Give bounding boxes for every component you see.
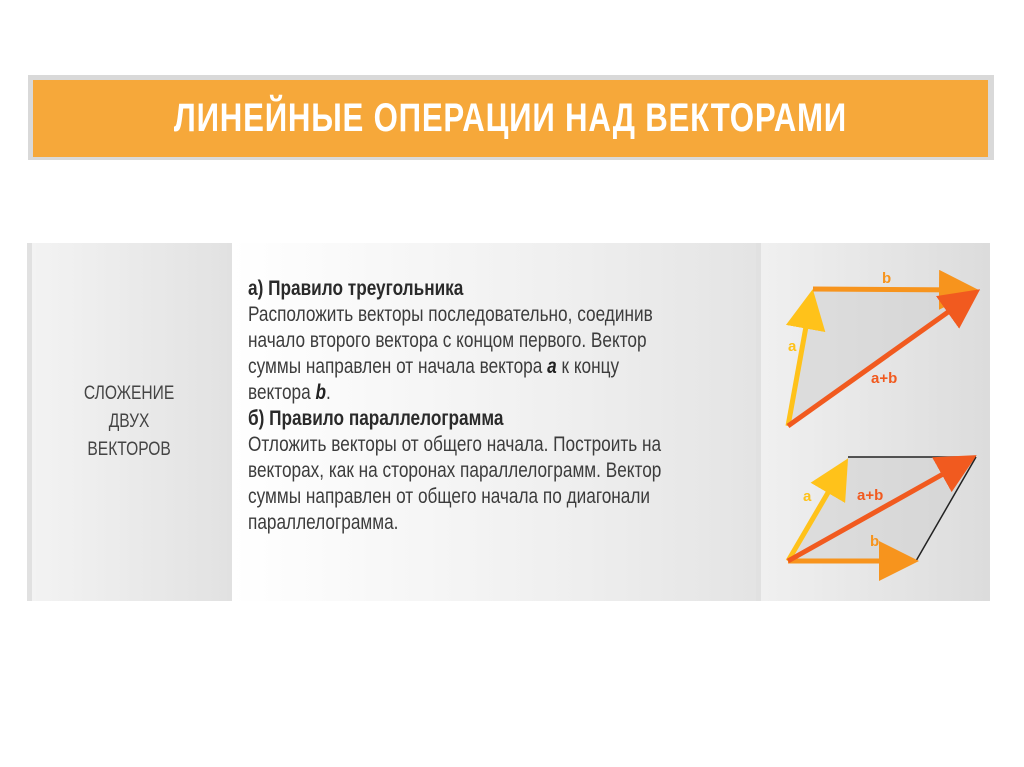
var-a: a [547, 355, 557, 378]
title-bar [33, 80, 988, 157]
rule-parallelogram-line: суммы направлен от общего начала по диагонали [248, 485, 651, 508]
rule-triangle-line: Расположить векторы последовательно, соединив [248, 303, 653, 326]
rule-parallelogram-line: параллелограмма. [248, 511, 399, 534]
rule-parallelogram-heading: б) Правило параллелограмма [248, 407, 504, 430]
rule-parallelogram-line: Отложить векторы от общего начала. Построить на [248, 433, 662, 456]
rules-cell [232, 243, 756, 601]
topic-label: СЛОЖЕНИЕ ДВУХ ВЕКТОРОВ [84, 383, 175, 460]
label-sum: a+b [871, 370, 898, 387]
diagram-cell [761, 243, 990, 601]
parallelogram-diagram [788, 457, 976, 561]
rule-parallelogram-line: векторах, как на сторонах параллелограмм. Вектор [248, 459, 662, 482]
rule-triangle-line: начало второго вектора с концом первого. Вектор [248, 329, 647, 352]
vector-diagrams [761, 243, 990, 601]
vector-b-arrow [813, 289, 969, 290]
label-a: a [803, 488, 812, 505]
label-b: b [870, 533, 880, 550]
label-b: b [882, 270, 892, 287]
label-a: a [788, 338, 797, 355]
slide-title: ЛИНЕЙНЫЕ ОПЕРАЦИИ НАД ВЕКТОРАМИ [173, 96, 848, 140]
rule-triangle [248, 276, 748, 406]
triangle-diagram [788, 270, 981, 426]
content-table [27, 243, 990, 601]
rule-triangle-heading: а) Правило треугольника [248, 277, 464, 300]
label-sum: a+b [857, 487, 884, 504]
var-b: b [315, 381, 327, 404]
rule-parallelogram [248, 406, 748, 536]
topic-cell [32, 243, 227, 601]
rule-triangle-line: вектора b. [248, 381, 331, 404]
rule-triangle-line: суммы направлен от начала вектора a к концу [248, 355, 620, 378]
